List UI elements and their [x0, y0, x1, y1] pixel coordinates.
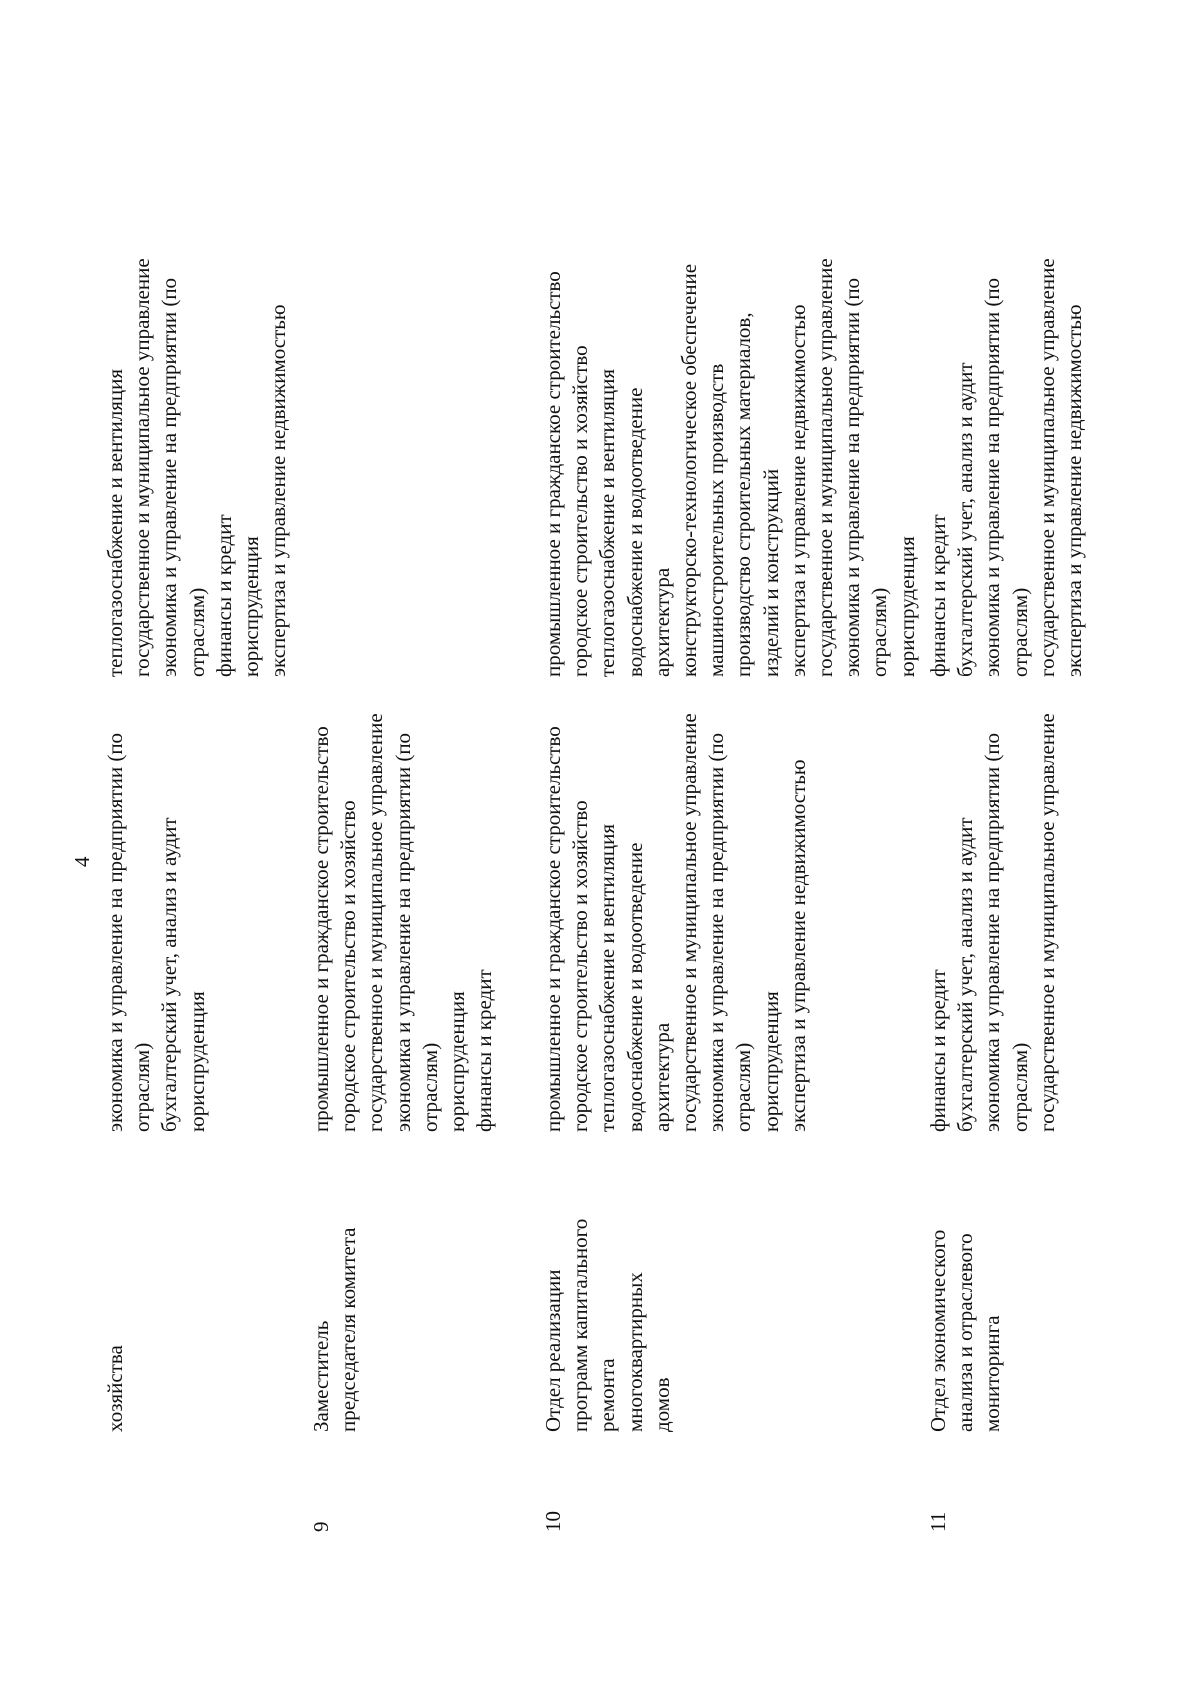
specialty-item: теплогазоснабжение и вентиляция [103, 368, 127, 677]
specialty-item: финансы и кредит [472, 969, 497, 1132]
specialty-item: водоснабжение и водоотведение [622, 842, 647, 1132]
specialty-item: финансы и кредит [926, 969, 950, 1132]
specialty-item: экономика и управление на предприятии (по [980, 277, 1005, 677]
specialty-item: архитектура [649, 567, 674, 677]
specialty-item: отраслям) [130, 1042, 155, 1132]
specialty-item: юриспруденция [239, 536, 264, 677]
specialty-item: городское строительство и хозяйство [568, 800, 593, 1132]
department-name [308, 1132, 362, 1432]
name-line: домов [649, 1377, 674, 1432]
specialty-item: отраслям) [867, 587, 892, 677]
specialty-item: отраслям) [1007, 1042, 1032, 1132]
name-line: программ капитального [568, 1218, 593, 1432]
specialties-list-b [540, 247, 921, 677]
department-name [925, 1132, 1007, 1432]
specialty-item: экспертиза и управление недвижимостью [266, 304, 291, 677]
specialty-item: городское строительство и хозяйство [336, 800, 361, 1132]
specialty-item: государственное и муниципальное управление [1034, 713, 1059, 1132]
specialty-item: машиностроительных производств [704, 363, 729, 677]
name-line: ремонта [595, 1358, 620, 1432]
name-line: мониторинга [980, 1315, 1005, 1432]
specialty-item: теплогазоснабжение и вентиляция [595, 368, 620, 677]
specialty-item: экономика и управление на предприятии (по [704, 732, 729, 1132]
name-line: многоквартирных [622, 1272, 647, 1432]
specialty-item: промышленное и гражданское строительство [309, 726, 333, 1132]
specialty-item: государственное и муниципальное управление [1034, 258, 1059, 677]
name-line: Отдел экономического [926, 1229, 950, 1432]
specialty-item: государственное и муниципальное управление [363, 713, 388, 1132]
name-line: анализа и отраслевого [953, 1233, 978, 1432]
specialty-item: бухгалтерский учет, анализ и аудит [953, 817, 978, 1132]
specialty-item: бухгалтерский учет, анализ и аудит [157, 817, 182, 1132]
specialty-item: промышленное и гражданское строительство [541, 726, 565, 1132]
specialty-item: юриспруденция [758, 991, 783, 1132]
specialty-item: отраслям) [1007, 587, 1032, 677]
specialty-item: экономика и управление на предприятии (по [390, 732, 415, 1132]
name-line: Заместитель [309, 1320, 333, 1432]
specialty-item: экспертиза и управление недвижимостью [1062, 304, 1087, 677]
department-name [102, 1132, 129, 1432]
specialty-item: экспертиза и управление недвижимостью [785, 304, 810, 677]
department-name [540, 1132, 676, 1432]
specialty-item: экономика и управление на предприятии (по [980, 732, 1005, 1132]
specialties-list-a [540, 702, 812, 1132]
specialty-item: юриспруденция [894, 536, 919, 677]
specialties-list-a [308, 702, 498, 1132]
name-line: хозяйства [103, 1345, 127, 1432]
specialty-item: изделий и конструкций [758, 468, 783, 677]
specialty-item: юриспруденция [445, 991, 470, 1132]
specialties-list-a [102, 702, 211, 1132]
specialty-item: финансы и кредит [926, 514, 950, 677]
specialty-item: отраслям) [731, 1042, 756, 1132]
row-number: 9 [309, 1521, 333, 1532]
page-number: 4 [70, 856, 94, 867]
specialty-item: экономика и управление на предприятии (по [157, 277, 182, 677]
specialties-list-a [925, 702, 1061, 1132]
specialty-item: отраслям) [184, 587, 209, 677]
specialty-item: юриспруденция [184, 991, 209, 1132]
specialties-list-b [925, 247, 1088, 677]
row-number: 11 [926, 1511, 950, 1532]
specialty-item: архитектура [649, 1022, 674, 1132]
row-number: 10 [541, 1511, 565, 1532]
specialty-item: конструкторско-технологическое обеспечение [677, 263, 702, 677]
specialty-item: государственное и муниципальное управление [677, 713, 702, 1132]
specialty-item: водоснабжение и водоотведение [622, 387, 647, 677]
name-line: Отдел реализации [541, 1269, 565, 1432]
specialty-item: бухгалтерский учет, анализ и аудит [953, 362, 978, 677]
specialty-item: городское строительство и хозяйство [568, 345, 593, 677]
name-line: председателя комитета [336, 1227, 361, 1432]
specialty-item: экономика и управление на предприятии (по [840, 277, 865, 677]
specialty-item: финансы и кредит [211, 514, 236, 677]
specialty-item: государственное и муниципальное управление [130, 258, 155, 677]
specialty-item: промышленное и гражданское строительство [541, 271, 565, 677]
specialty-item: теплогазоснабжение и вентиляция [595, 823, 620, 1132]
specialty-item: экономика и управление на предприятии (по [103, 732, 127, 1132]
specialty-item: производство строительных материалов, [731, 312, 756, 677]
specialty-item: государственное и муниципальное управление [813, 258, 838, 677]
specialty-item: экспертиза и управление недвижимостью [785, 759, 810, 1132]
specialty-item: отраслям) [417, 1042, 442, 1132]
specialties-list-b [102, 247, 292, 677]
